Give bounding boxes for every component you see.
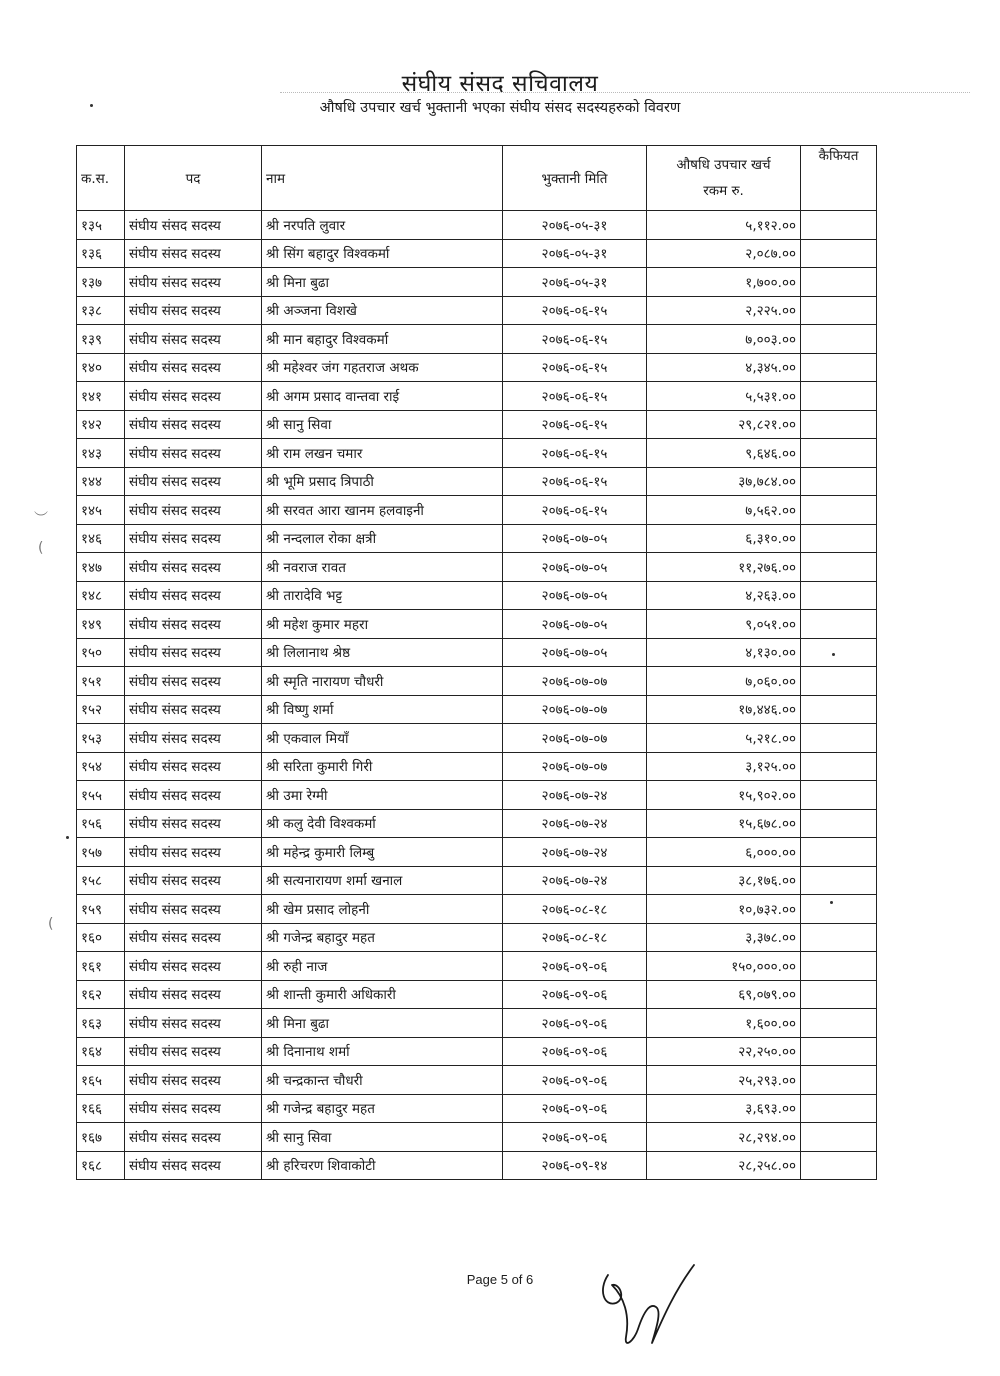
cell-sn: १६५ [77,1066,125,1095]
cell-amount: ७,०६०.०० [647,667,801,696]
cell-post: संघीय संसद सदस्य [125,439,262,468]
cell-date: २०७६-०६-१५ [503,296,647,325]
cell-sn: १४५ [77,496,125,525]
cell-remarks [801,1094,877,1123]
cell-sn: १६४ [77,1037,125,1066]
cell-remarks [801,724,877,753]
cell-name: श्री भूमि प्रसाद त्रिपाठी [262,467,503,496]
column-header-remarks: कैफियत [801,146,877,211]
table-row [77,1009,877,1038]
cell-name: श्री सानु सिवा [262,410,503,439]
cell-name: श्री सरवत आरा खानम हलवाइनी [262,496,503,525]
cell-sn: १६१ [77,952,125,981]
table-row [77,1066,877,1095]
cell-sn: १४२ [77,410,125,439]
column-header-amount [647,146,801,211]
table-row [77,268,877,297]
cell-sn: १४४ [77,467,125,496]
cell-remarks [801,895,877,924]
cell-name: श्री कलु देवी विश्वकर्मा [262,809,503,838]
cell-post: संघीय संसद सदस्य [125,895,262,924]
cell-amount: २८,२५८.०० [647,1151,801,1180]
cell-amount: २,०८७.०० [647,239,801,268]
cell-date: २०७६-०८-१८ [503,895,647,924]
cell-amount: २५,२९३.०० [647,1066,801,1095]
cell-sn: १५१ [77,667,125,696]
table-row [77,980,877,1009]
cell-remarks [801,581,877,610]
cell-post: संघीय संसद सदस्य [125,1094,262,1123]
cell-name: श्री रुही नाज [262,952,503,981]
cell-remarks [801,980,877,1009]
cell-post: संघीय संसद सदस्य [125,838,262,867]
cell-post: संघीय संसद सदस्य [125,1151,262,1180]
column-header-sn: क.स. [77,146,125,211]
cell-date: २०७६-०६-१५ [503,439,647,468]
cell-post: संघीय संसद सदस्य [125,296,262,325]
cell-name: श्री अञ्जना विशखे [262,296,503,325]
cell-date: २०७६-०७-०७ [503,695,647,724]
cell-remarks [801,353,877,382]
scan-speck [830,901,833,904]
cell-sn: १६० [77,923,125,952]
cell-sn: १४६ [77,524,125,553]
cell-date: २०७६-०७-२४ [503,809,647,838]
table-row [77,410,877,439]
cell-sn: १५२ [77,695,125,724]
cell-remarks [801,296,877,325]
cell-date: २०७६-०८-१८ [503,923,647,952]
cell-remarks [801,952,877,981]
cell-remarks [801,496,877,525]
cell-sn: १६८ [77,1151,125,1180]
cell-date: २०७६-०७-२४ [503,866,647,895]
cell-sn: १३७ [77,268,125,297]
cell-post: संघीय संसद सदस्य [125,695,262,724]
cell-name: श्री स्मृति नारायण चौधरी [262,667,503,696]
cell-amount: ६,०००.०० [647,838,801,867]
table-row [77,695,877,724]
margin-mark: ( [38,540,44,556]
cell-name: श्री नरपति लुवार [262,211,503,240]
cell-post: संघीय संसद सदस्य [125,1009,262,1038]
cell-post: संघीय संसद सदस्य [125,952,262,981]
cell-amount: ३८,१७६.०० [647,866,801,895]
cell-sn: १४१ [77,382,125,411]
cell-name: श्री महेश कुमार महरा [262,610,503,639]
cell-post: संघीय संसद सदस्य [125,553,262,582]
cell-date: २०७६-०७-०५ [503,524,647,553]
cell-date: २०७६-०६-१५ [503,353,647,382]
cell-amount: ४,३४५.०० [647,353,801,382]
cell-amount: २८,२९४.०० [647,1123,801,1152]
table-row [77,752,877,781]
cell-name: श्री सत्यनारायण शर्मा खनाल [262,866,503,895]
cell-remarks [801,524,877,553]
cell-sn: १६७ [77,1123,125,1152]
table-row [77,581,877,610]
cell-amount: ३,६९३.०० [647,1094,801,1123]
cell-amount: १५०,०००.०० [647,952,801,981]
cell-name: श्री मिना बुढा [262,1009,503,1038]
cell-remarks [801,410,877,439]
cell-amount: ३,१२५.०० [647,752,801,781]
table-row [77,496,877,525]
cell-date: २०७६-०९-०६ [503,1037,647,1066]
table-row [77,239,877,268]
cell-post: संघीय संसद सदस्य [125,1037,262,1066]
cell-sn: १४० [77,353,125,382]
cell-sn: १३५ [77,211,125,240]
cell-remarks [801,211,877,240]
cell-post: संघीय संसद सदस्य [125,752,262,781]
cell-amount: ४,१३०.०० [647,638,801,667]
cell-name: श्री सिंग बहादुर विश्वकर्मा [262,239,503,268]
margin-mark: ︶ [34,511,48,527]
cell-post: संघीय संसद सदस्य [125,410,262,439]
cell-amount: १,७००.०० [647,268,801,297]
cell-remarks [801,781,877,810]
cell-name: श्री तारादेवि भट्ट [262,581,503,610]
cell-post: संघीय संसद सदस्य [125,809,262,838]
cell-sn: १५५ [77,781,125,810]
cell-remarks [801,923,877,952]
cell-date: २०७६-०७-२४ [503,781,647,810]
cell-amount: ४,२६३.०० [647,581,801,610]
cell-amount: ९,६४६.०० [647,439,801,468]
cell-amount: ३,३७८.०० [647,923,801,952]
cell-post: संघीय संसद सदस्य [125,496,262,525]
cell-post: संघीय संसद सदस्य [125,781,262,810]
table-row [77,553,877,582]
cell-post: संघीय संसद सदस्य [125,923,262,952]
cell-name: श्री खेम प्रसाद लोहनी [262,895,503,924]
amount-header-line1: औषधि उपचार खर्च [676,157,771,173]
cell-name: श्री चन्द्रकान्त चौधरी [262,1066,503,1095]
cell-date: २०७६-०६-१५ [503,467,647,496]
cell-name: श्री मान बहादुर विश्वकर्मा [262,325,503,354]
cell-remarks [801,439,877,468]
page-subtitle: औषधि उपचार खर्च भुक्तानी भएका संघीय संसद सदस्यहरुको विवरण [319,100,681,116]
cell-amount: २,२२५.०० [647,296,801,325]
cell-remarks [801,1009,877,1038]
cell-sn: १५० [77,638,125,667]
cell-remarks [801,1151,877,1180]
cell-remarks [801,268,877,297]
cell-sn: १४३ [77,439,125,468]
cell-sn: १३८ [77,296,125,325]
table-row [77,866,877,895]
cell-date: २०७६-०९-०६ [503,1009,647,1038]
cell-name: श्री सानु सिवा [262,1123,503,1152]
title-divider [280,92,970,93]
cell-post: संघीय संसद सदस्य [125,724,262,753]
column-header-name: नाम [262,146,503,211]
table-row [77,952,877,981]
cell-name: श्री राम लखन चमार [262,439,503,468]
cell-date: २०७६-०६-१५ [503,325,647,354]
cell-post: संघीय संसद सदस्य [125,667,262,696]
cell-date: २०७६-०५-३१ [503,211,647,240]
cell-name: श्री हरिचरण शिवाकोटी [262,1151,503,1180]
cell-post: संघीय संसद सदस्य [125,268,262,297]
header-row [77,146,877,211]
table-row [77,1037,877,1066]
cell-name: श्री लिलानाथ श्रेष्ठ [262,638,503,667]
cell-name: श्री महेन्द्र कुमारी लिम्बु [262,838,503,867]
cell-date: २०७६-०६-१५ [503,496,647,525]
table-row [77,809,877,838]
cell-name: श्री उमा रेग्मी [262,781,503,810]
table-row [77,211,877,240]
signature-icon [590,1245,700,1355]
cell-amount: २९,८२१.०० [647,410,801,439]
cell-post: संघीय संसद सदस्य [125,467,262,496]
table-header [77,146,877,211]
cell-remarks [801,638,877,667]
cell-remarks [801,467,877,496]
cell-amount: ३७,७८४.०० [647,467,801,496]
cell-date: २०७६-०९-०६ [503,980,647,1009]
cell-sn: १५८ [77,866,125,895]
table-row [77,923,877,952]
cell-name: श्री नन्दलाल रोका क्षत्री [262,524,503,553]
cell-sn: १३६ [77,239,125,268]
cell-post: संघीय संसद सदस्य [125,524,262,553]
cell-remarks [801,610,877,639]
cell-date: २०७६-०७-०७ [503,724,647,753]
table-row [77,524,877,553]
cell-post: संघीय संसद सदस्य [125,353,262,382]
cell-amount: ७,००३.०० [647,325,801,354]
cell-sn: १५३ [77,724,125,753]
cell-name: श्री विष्णु शर्मा [262,695,503,724]
cell-name: श्री शान्ती कुमारी अधिकारी [262,980,503,1009]
cell-amount: ७,५६२.०० [647,496,801,525]
column-header-date: भुक्तानी मिति [503,146,647,211]
cell-sn: १५६ [77,809,125,838]
cell-date: २०७६-०७-०५ [503,638,647,667]
cell-amount: १५,६७८.०० [647,809,801,838]
cell-remarks [801,866,877,895]
scan-speck [66,836,69,839]
cell-post: संघीय संसद सदस्य [125,638,262,667]
table-row [77,353,877,382]
cell-date: २०७६-०७-०७ [503,752,647,781]
cell-amount: ५,५३१.०० [647,382,801,411]
cell-amount: ६९,०७९.०० [647,980,801,1009]
cell-sn: १३९ [77,325,125,354]
cell-remarks [801,382,877,411]
cell-date: २०७६-०६-१५ [503,382,647,411]
table-row [77,382,877,411]
cell-amount: ५,२१८.०० [647,724,801,753]
cell-name: श्री नवराज रावत [262,553,503,582]
cell-amount: १,६००.०० [647,1009,801,1038]
cell-sn: १४७ [77,553,125,582]
cell-date: २०७६-०५-३१ [503,268,647,297]
table-row [77,1094,877,1123]
cell-date: २०७६-०७-२४ [503,838,647,867]
cell-amount: ५,११२.०० [647,211,801,240]
cell-remarks [801,325,877,354]
cell-sn: १६६ [77,1094,125,1123]
cell-date: २०७६-०९-०६ [503,1094,647,1123]
table-row [77,724,877,753]
cell-amount: २२,२५०.०० [647,1037,801,1066]
cell-name: श्री अगम प्रसाद वान्तवा राई [262,382,503,411]
cell-date: २०७६-०७-०७ [503,667,647,696]
table-row [77,638,877,667]
table-row [77,781,877,810]
cell-date: २०७६-०५-३१ [503,239,647,268]
cell-amount: ९,०५१.०० [647,610,801,639]
cell-remarks [801,553,877,582]
cell-post: संघीय संसद सदस्य [125,581,262,610]
cell-remarks [801,752,877,781]
cell-post: संघीय संसद सदस्य [125,382,262,411]
table-row [77,325,877,354]
cell-post: संघीय संसद सदस्य [125,1123,262,1152]
cell-amount: ११,२७६.०० [647,553,801,582]
cell-sn: १५७ [77,838,125,867]
cell-remarks [801,239,877,268]
table-row [77,667,877,696]
cell-post: संघीय संसद सदस्य [125,610,262,639]
cell-remarks [801,695,877,724]
margin-mark: ( [48,916,54,932]
cell-remarks [801,667,877,696]
cell-sn: १६२ [77,980,125,1009]
cell-name: श्री महेश्वर जंग गहतराज अथक [262,353,503,382]
cell-amount: १०,७३२.०० [647,895,801,924]
table-row [77,838,877,867]
cell-amount: १७,४४६.०० [647,695,801,724]
cell-date: २०७६-०७-०५ [503,610,647,639]
cell-name: श्री मिना बुढा [262,268,503,297]
page-number: Page 5 of 6 [466,1272,534,1287]
scan-speck [90,104,93,107]
cell-date: २०७६-०९-१४ [503,1151,647,1180]
table-row [77,610,877,639]
cell-amount: ६,३१०.०० [647,524,801,553]
table-row [77,895,877,924]
cell-post: संघीय संसद सदस्य [125,980,262,1009]
cell-remarks [801,838,877,867]
cell-name: श्री दिनानाथ शर्मा [262,1037,503,1066]
cell-name: श्री गजेन्द्र बहादुर महत [262,923,503,952]
table-body [77,211,877,1180]
cell-remarks [801,1066,877,1095]
table-row [77,439,877,468]
cell-date: २०७६-०७-०५ [503,581,647,610]
cell-name: श्री एकवाल मियाँ [262,724,503,753]
cell-sn: १५४ [77,752,125,781]
payment-table [76,145,877,1180]
cell-date: २०७६-०६-१५ [503,410,647,439]
table-row [77,467,877,496]
scan-speck [832,653,835,656]
cell-date: २०७६-०९-०६ [503,1123,647,1152]
cell-post: संघीय संसद सदस्य [125,866,262,895]
column-header-post: पद [125,146,262,211]
amount-header-line2: रकम रु. [703,183,744,199]
cell-remarks [801,809,877,838]
cell-sn: १४८ [77,581,125,610]
cell-post: संघीय संसद सदस्य [125,211,262,240]
cell-post: संघीय संसद सदस्य [125,1066,262,1095]
cell-remarks [801,1037,877,1066]
cell-name: श्री गजेन्द्र बहादुर महत [262,1094,503,1123]
cell-sn: १५९ [77,895,125,924]
table-row [77,1151,877,1180]
cell-post: संघीय संसद सदस्य [125,239,262,268]
cell-date: २०७६-०९-०६ [503,952,647,981]
cell-sn: १६३ [77,1009,125,1038]
cell-amount: १५,९०२.०० [647,781,801,810]
table-row [77,1123,877,1152]
cell-date: २०७६-०९-०६ [503,1066,647,1095]
cell-date: २०७६-०७-०५ [503,553,647,582]
page-title: संघीय संसद सचिवालय [401,71,599,97]
cell-name: श्री सरिता कुमारी गिरी [262,752,503,781]
cell-remarks [801,1123,877,1152]
cell-sn: १४९ [77,610,125,639]
cell-post: संघीय संसद सदस्य [125,325,262,354]
table-row [77,296,877,325]
